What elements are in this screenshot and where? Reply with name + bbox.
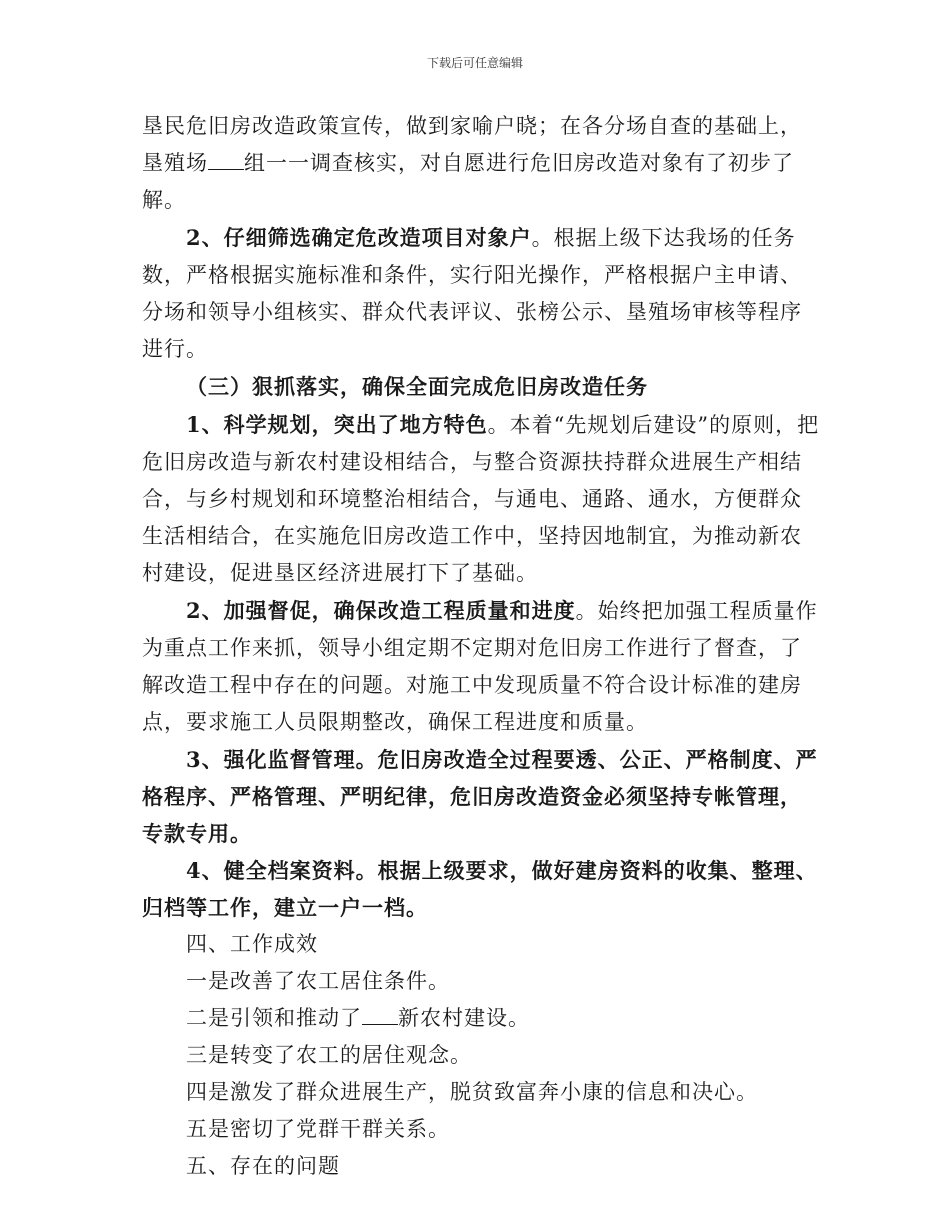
result-item-5: 五是密切了党群干群关系。 (186, 1117, 450, 1141)
paragraph-4-heading: 2、加强督促，确保改造工程质量和进度 (186, 598, 576, 623)
paragraph-2 (142, 219, 822, 368)
result-item-2-part-b: 新农村建设。 (398, 1006, 530, 1030)
paragraph-1-line-2b: 组一一调查核实，对自愿进行危旧房改造对象有了初步了解。 (142, 151, 794, 212)
result-item-4: 四是激发了群众进展生产，脱贫致富奔小康的信息和决心。 (186, 1080, 758, 1104)
section-4-title: 四、工作成效 (186, 932, 318, 956)
paragraph-4 (142, 592, 822, 741)
paragraph-2-text: 。根据上级下达我场的任务数，严格根据实施标准和条件，实行阳光操作，严格根据户主申请、分场和领导小组核实、群众代表评议、张榜公示、垦殖场审核等程序进行。 (142, 226, 802, 361)
paragraph-3 (142, 406, 822, 592)
result-item-3: 三是转变了农工的居住观念。 (186, 1043, 472, 1067)
section-5-title: 五、存在的问题 (186, 1154, 340, 1178)
result-item-2 (142, 1000, 822, 1037)
result-item-2-part-a: 二是引领和推动了 (186, 1006, 362, 1030)
page-header: 下载后可任意编辑 (426, 56, 523, 70)
paragraph-1-line-2a: 垦殖场 (142, 151, 208, 175)
blank-underline (362, 1004, 398, 1025)
paragraph-1 (142, 108, 822, 219)
paragraph-3-heading: 1、科学规划，突出了地方特色 (186, 412, 488, 437)
paragraph-5: 3、强化监督管理。危旧房改造全过程要透、公正、严格制度、严格程序、严格管理、严明纪律，危旧房改造资金必须坚持专帐管理，专款专用。 (142, 747, 818, 846)
paragraph-3-text: 。本着“先规划后建设”的原则，把危旧房改造与新农村建设相结合，与整合资源扶持群众进展生产相结合，与乡村规划和环境整治相结合，与通电、通路、通水，方便群众生活相结合，在实施危旧房改造工作中，坚持因地制宜，为推动新农村建设，促进垦区经济进展打下了基础。 (142, 413, 820, 585)
paragraph-1-line-1: 垦民危旧房改造政策宣传，做到家喻户晓；在各分场自查的基础上， (142, 114, 802, 138)
result-item-1: 一是改善了农工居住条件。 (186, 969, 450, 993)
paragraph-4-text: 。始终把加强工程质量作为重点工作来抓，领导小组定期不定期对危旧房工作进行了督查，了解改造工程中存在的问题。对施工中发现质量不符合设计标准的建房点，要求施工人员限期整改，确保工程进度和质量。 (142, 599, 818, 734)
blank-underline (208, 149, 244, 170)
section-3-title-text: （三）狠抓落实，确保全面完成危旧房改造任务 (186, 374, 648, 399)
section-3-title (142, 368, 822, 406)
document-body (142, 108, 822, 1185)
paragraph-6: 4、健全档案资料。根据上级要求，做好建房资料的收集、整理、归档等工作，建立一户一档。 (142, 858, 818, 920)
paragraph-2-heading: 2、仔细筛选确定危改造项目对象户 (186, 225, 532, 250)
